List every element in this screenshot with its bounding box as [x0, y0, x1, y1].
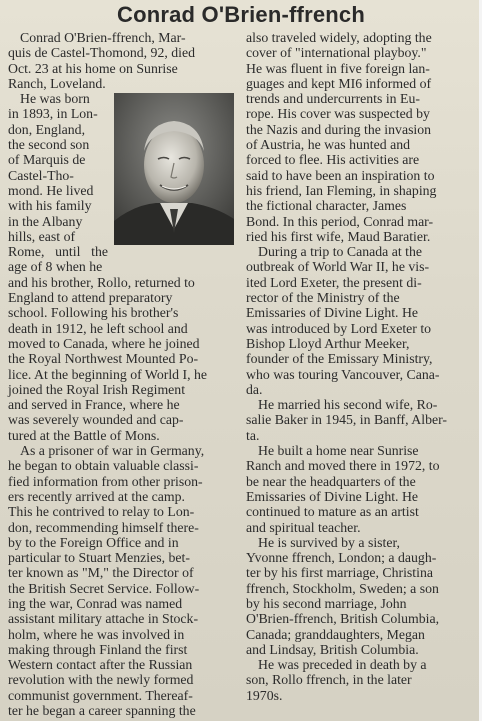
- left-column: [8, 30, 234, 718]
- paragraph-early-life: He was born in 1893, in Lon- don, England, the second son of Marquis de Castel-Tho- mond. He lived with his family in the Albany hills, east of Rome, until the age of 8 when he and his brother, Rollo, returned to England to attend preparatory school. Following his brother's death in 1912, he left school and moved to Canada, where he joined the Royal Northwest Mounted Po- lice. At the beginning of World I, he joined the Royal Irish Regiment and served in France, where he was severely wounded and cap- tured at the Battle of Mons.: [8, 91, 208, 443]
- paragraph-intro: Conrad O'Brien-ffrench, Mar- quis de Castel-Thomond, 92, died Oct. 23 at his home on Sunrise Ranch, Loveland.: [8, 30, 195, 91]
- paragraph-prisoner-of-war: As a prisoner of war in Germany, he began to obtain valuable classi- fied information from other prison- ers recently arrived at the camp. This he contrived to relay to Lon- don, recommending himself there- by to the Foreign Office and in particular to Stuart Menzies, bet- ter known as "M," the Director of the British Secret Service. Follow- ing the war, Conrad was named assistant military attache in Stock- holm, where he was involved in making through Finland the first Western contact after the Russian revolution with the newly formed communist government. Thereaf- ter he began a career spanning the: [8, 443, 205, 719]
- paragraph-canada-trip: During a trip to Canada at the outbreak of World War II, he vis- ited Lord Exeter, the present di- rector of the Ministry of the Emissaries of Divine Light. He was introduced by Lord Exeter to Bishop Lloyd Arthur Meeker, founder of the Emissary Ministry, who was touring Vancouver, Cana- da.: [246, 244, 440, 397]
- paragraph-international-playboy: also traveled widely, adopting the cover of "international playboy." He was fluent in five foreign lan- guages and kept MI6 informed of trends and undercurrents in Eu- rope. His cover was suspected by the Nazis and during the invasion of Austria, he was hunted and forced to flee. His activities are said to have been an inspiration to his friend, Ian Fleming, in shaping the fictional character, James Bond. In this period, Conrad mar- ried his first wife, Maud Baratier.: [246, 30, 437, 244]
- paragraph-second-marriage: He married his second wife, Ro- salie Baker in 1945, in Banff, Alber- ta.: [246, 397, 448, 443]
- paragraph-preceded-in-death: He was preceded in death by a son, Rollo ffrench, in the later 1970s.: [246, 657, 427, 703]
- portrait-photo: [114, 93, 234, 245]
- paragraph-sunrise-ranch: He built a home near Sunrise Ranch and moved there in 1972, to be near the headquarters of the Emissaries of Divine Light. He continued to mature as an artist and spiritual teacher.: [246, 443, 440, 535]
- right-column: [246, 30, 476, 703]
- obituary-headline: Conrad O'Brien-ffrench: [117, 2, 365, 27]
- paragraph-survivors: He is survived by a sister, Yvonne ffrench, London; a daugh- ter by his first marriage, Christina ffrench, Stockholm, Sweden; a son by his second marriage, John O'Brien-ffrench, British Columbia, Canada; granddaughters, Megan and Lindsay, British Columbia.: [246, 534, 440, 657]
